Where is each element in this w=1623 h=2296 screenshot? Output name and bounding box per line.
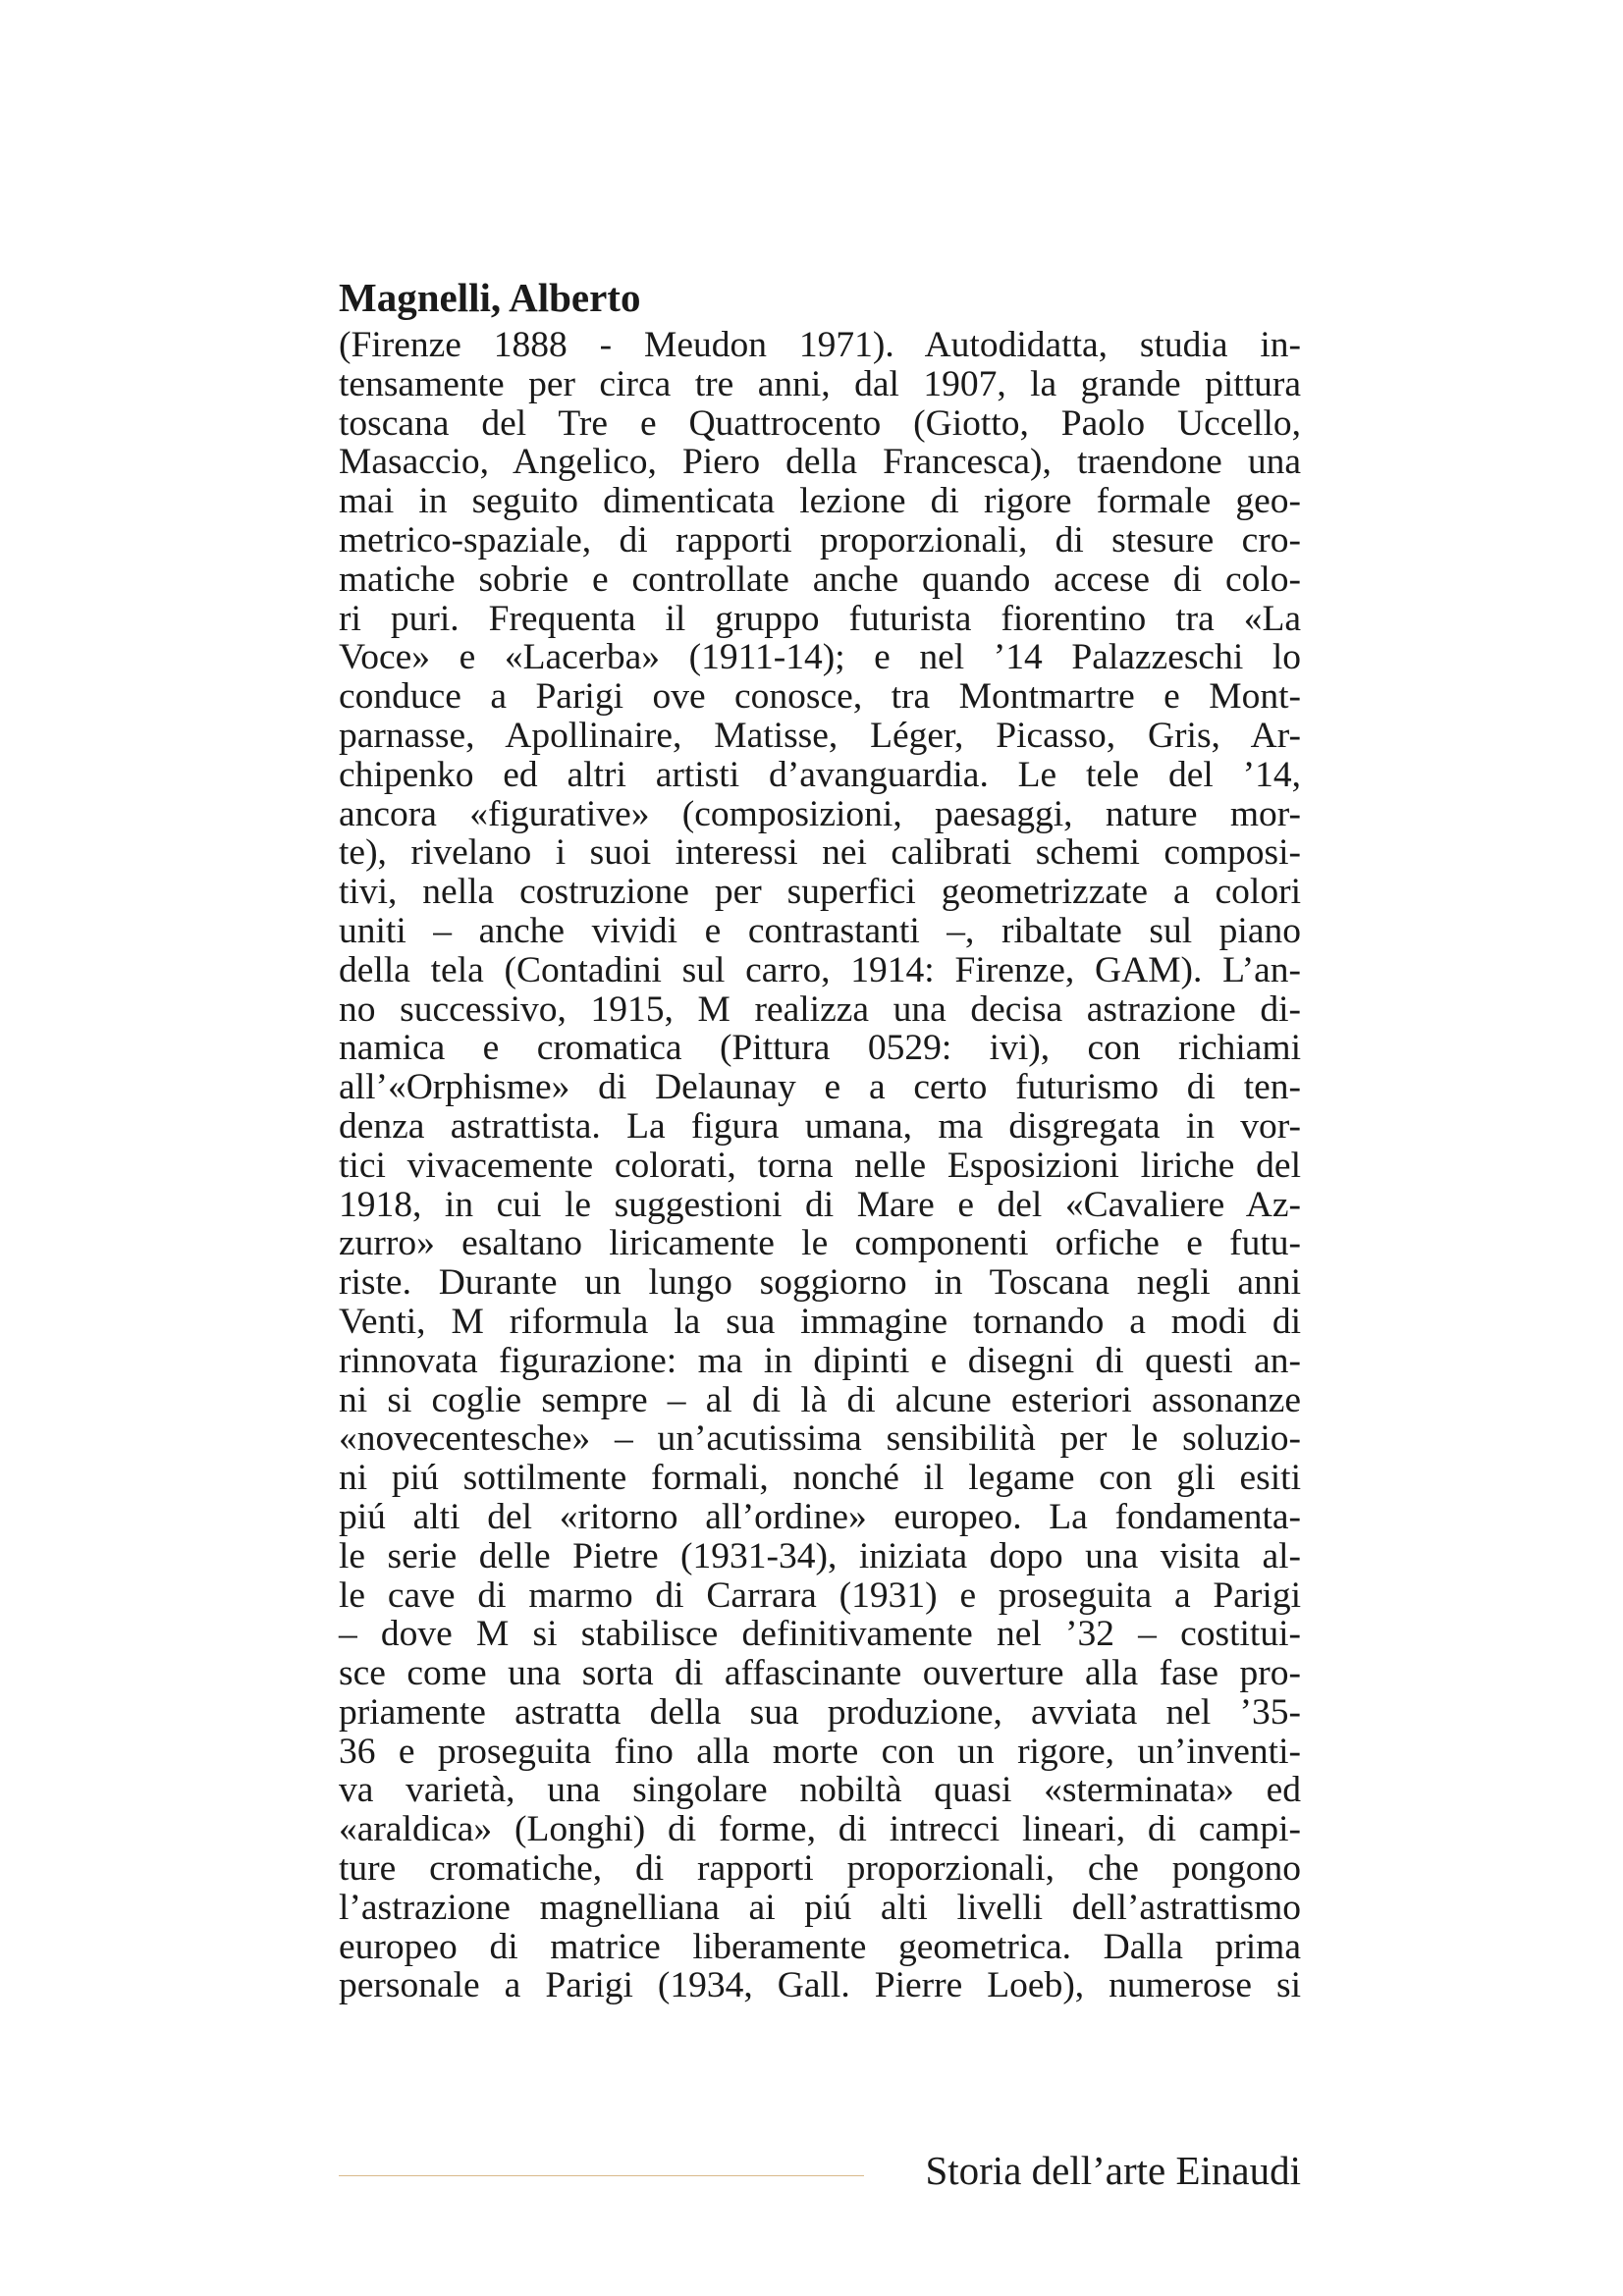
body-line: no successivo, 1915, M realizza una decisa astrazione di- [339,988,1301,1030]
body-line: ni si coglie sempre – al di là di alcune esteriori assonanze [339,1379,1301,1420]
body-line: «araldica» (Longhi) di forme, di intrecci lineari, di campi- [339,1809,1301,1850]
body-line: denza astrattista. La figura umana, ma disgregata in vor- [339,1105,1301,1147]
body-line: – dove M si stabilisce definitivamente nel ’32 – costitui- [339,1614,1301,1655]
body-line: matiche sobrie e controllate anche quando accese di colo- [339,559,1301,600]
body-line: 36 e proseguita fino alla morte con un rigore, un’inventi- [339,1731,1301,1772]
body-line: ni piú sottilmente formali, nonché il legame con gli esiti [339,1458,1301,1499]
body-line: tivi, nella costruzione per superfici geometrizzate a colori [339,872,1301,913]
entry-title: Magnelli, Alberto [339,275,641,320]
footer-rule [339,2175,864,2176]
body-line: zurro» esaltano liricamente le componenti orfiche e futu- [339,1223,1301,1264]
body-line: chipenko ed altri artisti d’avanguardia. Le tele del ’14, [339,754,1301,795]
body-line: te), rivelano i suoi interessi nei calibrati schemi composi- [339,832,1301,874]
body-line: personale a Parigi (1934, Gall. Pierre Loeb), numerose si [339,1965,1301,2006]
body-line: ture cromatiche, di rapporti proporzionali, che pongono [339,1848,1301,1890]
body-line: riste. Durante un lungo soggiorno in Toscana negli anni [339,1262,1301,1304]
body-line: Masaccio, Angelico, Piero della Francesca), traendone una [339,442,1301,483]
body-line: «novecentesche» – un’acutissima sensibilità per le soluzio- [339,1418,1301,1460]
body-line: all’«Orphisme» di Delaunay e a certo futurismo di ten- [339,1067,1301,1108]
body-line: le serie delle Pietre (1931-34), iniziata dopo una visita al- [339,1535,1301,1576]
body-line: tensamente per circa tre anni, dal 1907, la grande pittura [339,363,1301,404]
body-line: sce come una sorta di affascinante ouverture alla fase pro- [339,1653,1301,1694]
body-line: europeo di matrice liberamente geometrica. Dalla prima [339,1926,1301,1967]
body-line: ri puri. Frequenta il gruppo futurista fiorentino tra «La [339,598,1301,639]
body-line: mai in seguito dimenticata lezione di rigore formale geo- [339,481,1301,522]
body-line: 1918, in cui le suggestioni di Mare e del «Cavaliere Az- [339,1184,1301,1225]
body-line: le cave di marmo di Carrara (1931) e proseguita a Parigi [339,1575,1301,1616]
body-line: (Firenze 1888 - Meudon 1971). Autodidatta, studia in- [339,325,1301,365]
entry-body [339,326,1301,2005]
footer-title: Storia dell’arte Einaudi [925,2148,1301,2193]
body-line: Venti, M riformula la sua immagine tornando a modi di [339,1301,1301,1342]
body-line: uniti – anche vividi e contrastanti –, ribaltate sul piano [339,910,1301,951]
body-line: metrico-spaziale, di rapporti proporzionali, di stesure cro- [339,519,1301,561]
encyclopedia-entry [339,273,1301,2005]
body-line: rinnovata figurazione: ma in dipinti e disegni di questi an- [339,1340,1301,1381]
body-line: va varietà, una singolare nobiltà quasi «sterminata» ed [339,1770,1301,1811]
body-line: toscana del Tre e Quattrocento (Giotto, Paolo Uccello, [339,402,1301,444]
body-line: namica e cromatica (Pittura 0529: ivi), con richiami [339,1028,1301,1069]
body-line: Voce» e «Lacerba» (1911-14); e nel ’14 Palazzeschi lo [339,637,1301,678]
body-line: priamente astratta della sua produzione, avviata nel ’35- [339,1691,1301,1733]
body-line: della tela (Contadini sul carro, 1914: Firenze, GAM). L’an- [339,949,1301,990]
body-line: conduce a Parigi ove conosce, tra Montmartre e Mont- [339,676,1301,718]
body-line: ancora «figurative» (composizioni, paesaggi, nature mor- [339,793,1301,834]
body-line: l’astrazione magnelliana ai piú alti livelli dell’astrattismo [339,1887,1301,1928]
body-line: tici vivacemente colorati, torna nelle Esposizioni liriche del [339,1145,1301,1186]
body-line: parnasse, Apollinaire, Matisse, Léger, Picasso, Gris, Ar- [339,715,1301,756]
body-line: piú alti del «ritorno all’ordine» europeo. La fondamenta- [339,1496,1301,1537]
